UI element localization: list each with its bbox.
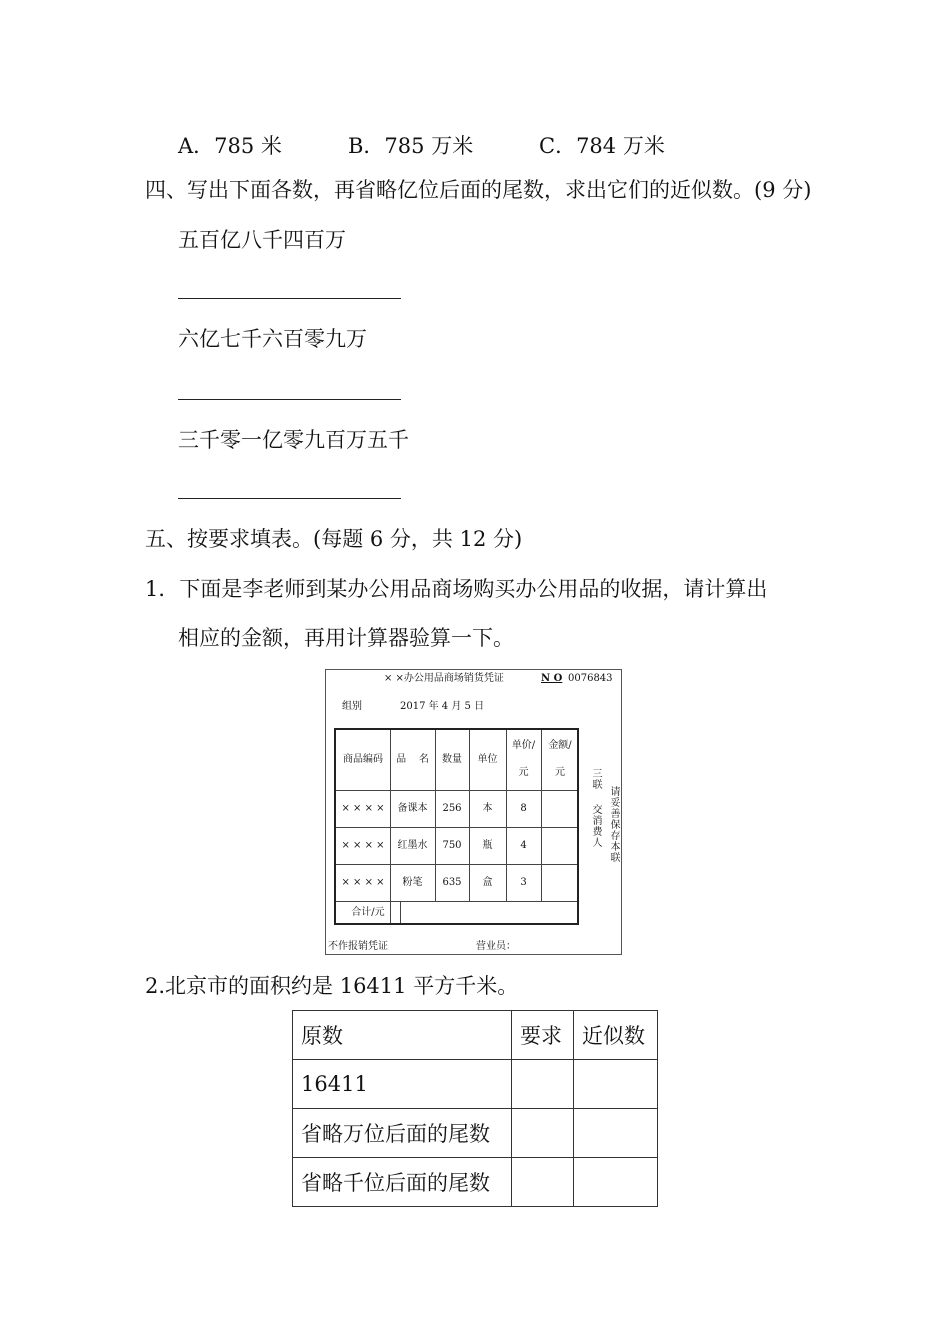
row3-unit: 盒 — [482, 877, 493, 888]
receipt-side-keep: 请妥善保存本联 — [608, 786, 619, 863]
section4-title: 四、写出下面各数，再省略亿位后面的尾数，求出它们的近似数。(9 分) — [145, 178, 812, 202]
row1-price: 8 — [520, 803, 527, 814]
table-row — [293, 1109, 658, 1158]
row2-name: 红墨水 — [397, 840, 428, 851]
row1-qty: 256 — [442, 803, 462, 814]
receipt-table — [334, 728, 579, 925]
cell-requirement — [512, 1060, 574, 1109]
row3-price: 3 — [520, 877, 527, 888]
receipt-side-customer: 交消费人 — [590, 804, 601, 848]
receipt-group-label: 组别 — [342, 701, 362, 712]
receipt-date: 2017 年 4 月 5 日 — [400, 701, 485, 712]
cell-original: 省略万位后面的尾数 — [293, 1109, 512, 1158]
header-amount-top: 金额/ — [548, 740, 572, 751]
cell-original: 省略千位后面的尾数 — [293, 1158, 512, 1207]
row3-qty: 635 — [442, 877, 462, 888]
row2-qty: 750 — [442, 840, 462, 851]
section4-item-2: 六亿七千六百零九万 — [178, 327, 367, 351]
receipt-side-copy: 三联 — [590, 768, 601, 790]
cell-approx — [574, 1060, 658, 1109]
header-code: 商品编码 — [343, 754, 383, 765]
table-header-row — [293, 1011, 658, 1060]
table-row — [293, 1060, 658, 1109]
row2-code: × × × × — [341, 840, 385, 851]
question2: 2.北京市的面积约是 16411 平方千米。 — [145, 974, 519, 998]
header-requirement: 要求 — [512, 1011, 574, 1060]
question1-line2: 相应的金额，再用计算器验算一下。 — [178, 626, 514, 650]
answer-blank-2 — [178, 399, 401, 400]
row3-code: × × × × — [341, 877, 385, 888]
row1-code: × × × × — [341, 803, 385, 814]
row1-unit: 本 — [482, 803, 493, 814]
row1-name: 备课本 — [397, 803, 428, 814]
header-unit: 单位 — [477, 754, 498, 765]
section5-title: 五、按要求填表。(每题 6 分，共 12 分) — [145, 527, 523, 551]
cell-approx — [574, 1158, 658, 1207]
option-b: B．785 万米 — [348, 134, 474, 158]
section4-item-1: 五百亿八千四百万 — [178, 228, 346, 252]
cell-requirement — [512, 1109, 574, 1158]
header-price-top: 单价/ — [511, 740, 536, 751]
area-table — [292, 1010, 658, 1207]
row3-name: 粉笔 — [402, 877, 423, 888]
table-row — [293, 1158, 658, 1207]
answer-blank-1 — [178, 298, 401, 299]
header-original: 原数 — [293, 1011, 512, 1060]
header-name: 品 名 — [396, 754, 429, 765]
option-c: C．784 万米 — [539, 134, 665, 158]
section4-item-3: 三千零一亿零九百万五千 — [178, 428, 409, 452]
answer-blank-3 — [178, 498, 401, 499]
row2-price: 4 — [520, 840, 527, 851]
total-label: 合计/元 — [351, 907, 385, 918]
header-amount-bottom: 元 — [555, 767, 565, 778]
cell-original: 16411 — [293, 1060, 512, 1109]
header-approx: 近似数 — [574, 1011, 658, 1060]
receipt-title: × ×办公用品商场销货凭证 — [384, 673, 504, 684]
option-a: A．785 米 — [178, 134, 282, 158]
cell-requirement — [512, 1158, 574, 1207]
header-qty: 数量 — [442, 754, 462, 765]
sales-receipt — [325, 669, 622, 955]
receipt-footer-left: 不作报销凭证 — [328, 941, 388, 952]
receipt-no-value: 0076843 — [568, 673, 613, 684]
header-price-bottom: 元 — [518, 767, 529, 778]
receipt-footer-right: 营业员： — [476, 941, 516, 952]
receipt-no-label: N O — [541, 673, 563, 684]
cell-approx — [574, 1109, 658, 1158]
question1-line1: 1．下面是李老师到某办公用品商场购买办公用品的收据，请计算出 — [145, 577, 768, 601]
row2-unit: 瓶 — [482, 840, 493, 851]
